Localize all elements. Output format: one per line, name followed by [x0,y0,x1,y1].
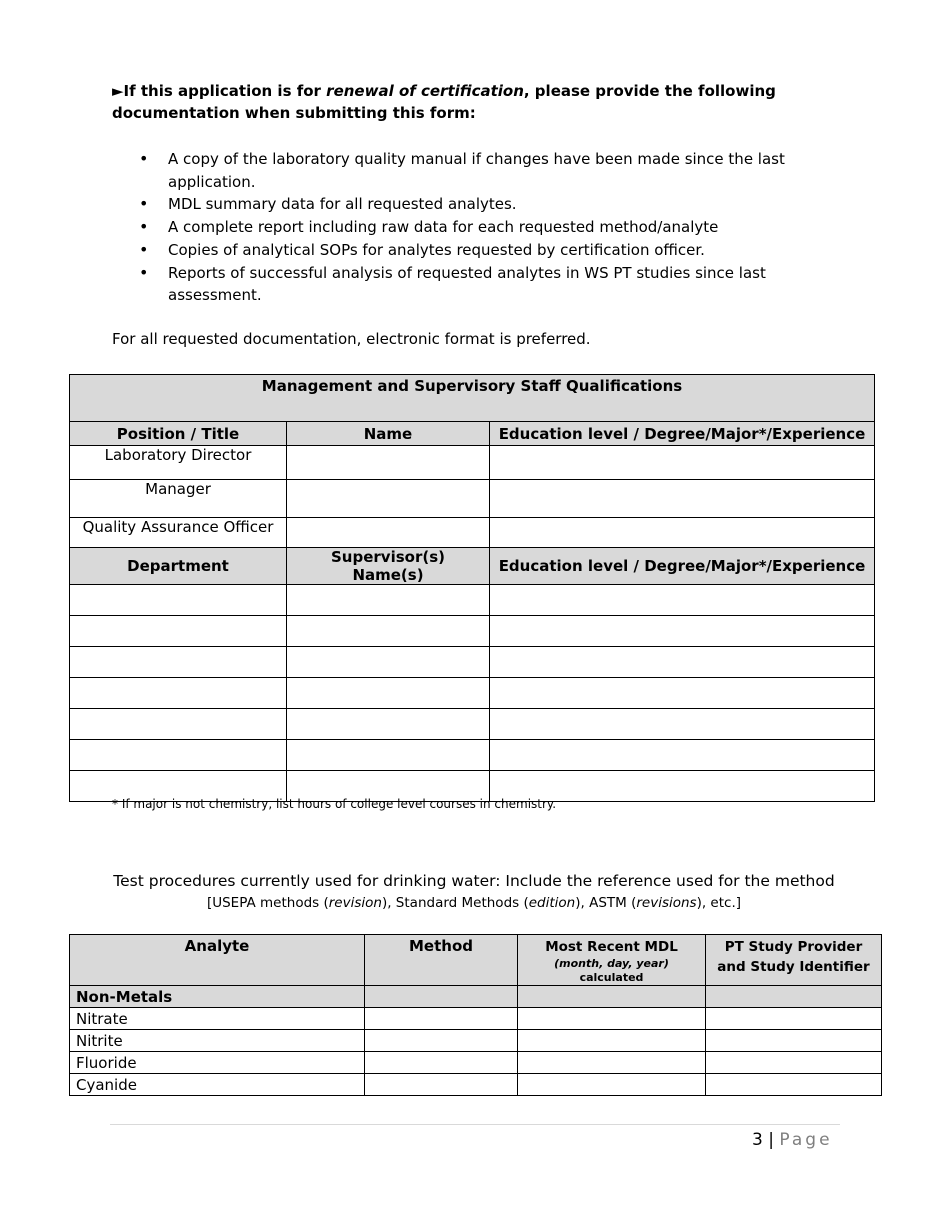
intro-lead: If this application is for [123,82,327,100]
test-procedures-subtitle [69,895,879,911]
preference-note: For all requested documentation, electronic format is preferred. [112,330,591,348]
table-row [70,1030,882,1052]
column-header-position: Position / Title [70,422,287,446]
name-input-cell[interactable] [287,480,490,518]
intro-rest: , please provide the following documentation when submitting this form: [112,82,776,122]
position-label: Quality Assurance Officer [70,518,287,548]
subtitle-text: ), Standard Methods ( [381,895,529,911]
mdl-sub-italic: (month, day, year) [554,957,669,970]
major-footnote: * If major is not chemistry, list hours of college level courses in chemistry. [112,797,557,811]
pt-study-cell[interactable] [706,1074,882,1096]
table-row [70,709,875,740]
department-cell[interactable] [70,709,287,740]
department-cell[interactable] [70,647,287,678]
test-procedures-table [69,934,882,1096]
list-item: • A complete report including raw data for each requested method/analyte [112,216,802,239]
mdl-header-sub [524,957,699,985]
section-cell [365,986,518,1008]
department-cell[interactable] [70,585,287,616]
supervisor-cell[interactable] [287,616,490,647]
arrow-icon: ► [112,82,124,100]
supervisor-cell[interactable] [287,740,490,771]
mdl-cell[interactable] [518,1052,706,1074]
mdl-sub-rest: calculated [579,971,644,984]
table-row [70,678,875,709]
pt-study-cell[interactable] [706,1052,882,1074]
department-cell[interactable] [70,678,287,709]
table-row [70,740,875,771]
column-header-analyte: Analyte [70,935,365,986]
education-input-cell[interactable] [490,740,875,771]
requirements-list [112,148,802,307]
table-row [70,585,875,616]
name-input-cell[interactable] [287,518,490,548]
table-row [70,1052,882,1074]
column-header-mdl [518,935,706,986]
subtitle-text: [USEPA methods ( [206,895,329,911]
table-row [70,1074,882,1096]
table-row [70,616,875,647]
intro-emphasis: renewal of certification [326,82,524,100]
list-item: • MDL summary data for all requested analytes. [112,193,802,216]
analyte-name: Cyanide [70,1074,365,1096]
table-row [70,647,875,678]
pt-study-cell[interactable] [706,1008,882,1030]
staff-qualifications-table [69,374,875,802]
education-input-cell[interactable] [490,647,875,678]
list-item: • Copies of analytical SOPs for analytes requested by certification officer. [112,239,802,262]
page-number-value: 3 [752,1130,763,1150]
list-item: • A copy of the laboratory quality manual if changes have been made since the last application. [112,148,802,193]
education-input-cell[interactable] [490,678,875,709]
mdl-cell[interactable] [518,1030,706,1052]
education-input-cell[interactable] [490,709,875,740]
subtitle-text: ), ASTM ( [575,895,637,911]
mdl-header-label: Most Recent MDL [545,939,678,955]
section-label: Non-Metals [70,986,365,1008]
method-cell[interactable] [365,1008,518,1030]
page-separator: | [768,1130,774,1150]
subtitle-italic: revisions [636,895,697,911]
name-input-cell[interactable] [287,446,490,480]
education-input-cell[interactable] [490,446,875,480]
analyte-name: Fluoride [70,1052,365,1074]
column-header-education: Education level / Degree/Major*/Experience [490,422,875,446]
method-cell[interactable] [365,1074,518,1096]
table-row [70,1008,882,1030]
staff-table-title: Management and Supervisory Staff Qualifications [70,375,875,422]
section-cell [706,986,882,1008]
mdl-cell[interactable] [518,1008,706,1030]
analyte-name: Nitrite [70,1030,365,1052]
test-procedures-title: Test procedures currently used for drinking water: Include the reference used for the method [113,872,835,890]
subtitle-text: ), etc.] [696,895,742,911]
education-input-cell[interactable] [490,616,875,647]
pt-study-cell[interactable] [706,1030,882,1052]
education-input-cell[interactable] [490,585,875,616]
subtitle-italic: revision [328,895,382,911]
footer-divider [110,1124,840,1125]
department-cell[interactable] [70,616,287,647]
supervisor-cell[interactable] [287,709,490,740]
supervisor-cell[interactable] [287,647,490,678]
supervisor-cell[interactable] [287,585,490,616]
education-input-cell[interactable] [490,480,875,518]
supervisor-cell[interactable] [287,678,490,709]
method-cell[interactable] [365,1030,518,1052]
position-label: Laboratory Director [70,446,287,480]
position-label: Manager [70,480,287,518]
page-label: Page [779,1130,833,1150]
column-header-pt-study: PT Study Provider and Study Identifier [706,935,882,986]
subtitle-italic: edition [528,895,576,911]
column-header-method: Method [365,935,518,986]
column-header-supervisor: Supervisor(s) Name(s) [287,548,490,585]
department-cell[interactable] [70,740,287,771]
section-cell [518,986,706,1008]
column-header-department: Department [70,548,287,585]
mdl-cell[interactable] [518,1074,706,1096]
analyte-name: Nitrate [70,1008,365,1030]
list-item: • Reports of successful analysis of requested analytes in WS PT studies since last assessment. [112,262,802,307]
method-cell[interactable] [365,1052,518,1074]
education-input-cell[interactable] [490,518,875,548]
page-number [752,1130,833,1150]
renewal-instructions [112,80,812,124]
column-header-name: Name [287,422,490,446]
column-header-education: Education level / Degree/Major*/Experience [490,548,875,585]
